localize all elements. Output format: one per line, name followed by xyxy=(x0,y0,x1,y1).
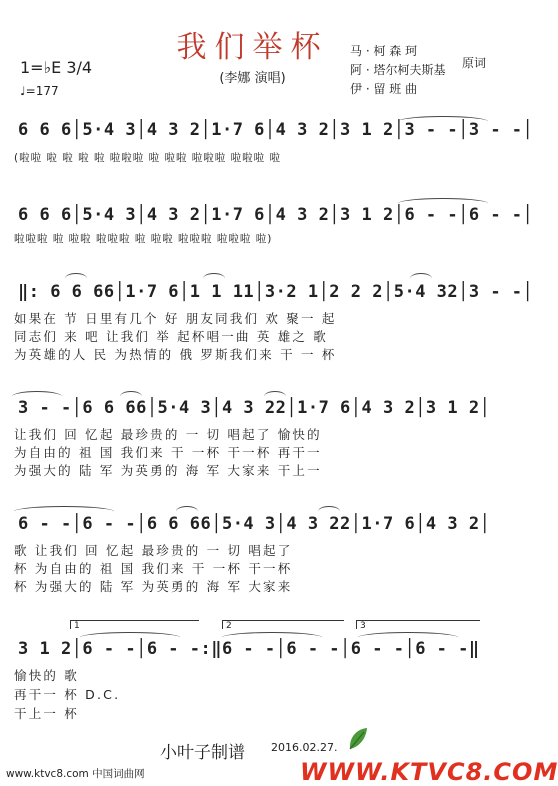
lyric-row-4-line-1: 让我们 回 忆起 最珍贵的 一 切 唱起了 愉快的 xyxy=(14,427,322,442)
lyric-row-5-line-3: 杯 为强大的 陆 军 为英勇的 海 军 大家来 xyxy=(14,579,293,594)
notation-row-2: 6 6 6│5·4 3│4 3 2│1·7 6│4 3 2│3 1 2│6 - -│6 - -│ xyxy=(18,205,534,225)
credits-block xyxy=(350,42,487,99)
tie-arc xyxy=(398,116,488,127)
tie-arc xyxy=(398,198,488,209)
slur-arc xyxy=(65,273,87,284)
lyric-row-5-line-2: 杯 为自由的 祖 国 我们来 干 一杯 干一杯 xyxy=(14,561,293,576)
notation-row-4: 3 - -│6 6 66│5·4 3│4 3 22│1·7 6│4 3 2│3 1 2│ xyxy=(18,398,491,418)
notation-row-5: 6 - -│6 - -│6 6 66│5·4 3│4 3 22│1·7 6│4 3 2│ xyxy=(18,514,491,534)
song-title: 我们举杯 xyxy=(176,30,329,65)
slur-arc xyxy=(120,391,142,402)
singer-credit: (李娜 演唱) xyxy=(219,71,286,86)
lyric-row-1-line-1: (啦啦 啦 啦 啦 啦 啦啦啦 啦 啦啦 啦啦啦 啦啦啦 啦 xyxy=(14,152,281,164)
volta-bracket-1: 1 xyxy=(70,620,199,629)
lyric-row-4-line-3: 为强大的 陆 军 为英勇的 海 军 大家来 干上一 xyxy=(14,463,322,478)
slur-arc xyxy=(410,273,432,284)
tempo-marking: ♩=177 xyxy=(20,84,59,98)
tie-arc xyxy=(222,632,322,643)
score-maker: 小叶子制谱 xyxy=(160,743,245,763)
composer-line: 伊 · 留 班 曲 xyxy=(350,82,418,96)
notation-row-1: 6 6 6│5·4 3│4 3 2│1·7 6│4 3 2│3 1 2│3 - -│3 - -│ xyxy=(18,120,534,140)
tie-arc xyxy=(80,632,180,643)
lyric-row-3-line-2: 同志们 来 吧 让我们 举 起杯唱一曲 英 雄之 歌 xyxy=(14,329,328,344)
slur-arc xyxy=(203,273,225,284)
leaf-icon xyxy=(347,727,369,751)
lyric-row-3-line-1: 如果在 节 日里有几个 好 朋友同我们 欢 聚一 起 xyxy=(14,311,337,326)
lyricist-line-2: 阿 · 塔尔柯夫斯基 xyxy=(350,63,446,77)
lyric-row-2-line-1: 啦啦啦 啦 啦啦 啦啦啦 啦 啦啦 啦啦啦 啦啦啦 啦) xyxy=(14,233,273,245)
lyric-row-4-line-2: 为自由的 祖 国 我们来 干 一杯 干一杯 再干一 xyxy=(14,445,322,460)
notation-row-3: ‖: 6 6 66│1·7 6│1 1 11│3·2 1│2 2 2│5·4 32│3 - -│ xyxy=(18,282,534,302)
lyric-row-6-line-3: 干上一 杯 xyxy=(14,706,79,721)
lyric-row-3-line-3: 为英雄的人 民 为热情的 俄 罗斯我们来 干 一 杯 xyxy=(14,347,337,362)
lyric-row-6-line-2: 再干一 杯 D.C. xyxy=(14,687,121,702)
lyricist-line-1: 马 · 柯 森 珂 xyxy=(350,44,418,58)
slur-arc xyxy=(318,506,340,517)
tie-arc xyxy=(358,632,458,643)
notation-row-6: 3 1 2│6 - -│6 - -:‖6 - -│6 - -│6 - -│6 - -‖ xyxy=(18,639,480,659)
volta-bracket-3: 3 xyxy=(356,620,480,629)
key-signature: 1=♭E 3/4 xyxy=(20,58,93,77)
slur-arc xyxy=(176,506,198,517)
watermark-left: www.ktvc8.com 中国词曲网 xyxy=(6,768,145,780)
score-date: 2016.02.27. xyxy=(271,741,338,754)
volta-bracket-2: 2 xyxy=(222,620,344,629)
tie-arc xyxy=(14,506,114,517)
lyric-row-5-line-1: 歌 让我们 回 忆起 最珍贵的 一 切 唱起了 xyxy=(14,543,293,558)
watermark-right: WWW.KTVC8.COM xyxy=(300,758,558,786)
lyric-role-label: 原词 xyxy=(462,56,487,70)
tie-arc xyxy=(12,391,62,402)
slur-arc xyxy=(264,391,286,402)
lyric-row-6-line-1: 愉快的 歌 xyxy=(14,668,79,683)
